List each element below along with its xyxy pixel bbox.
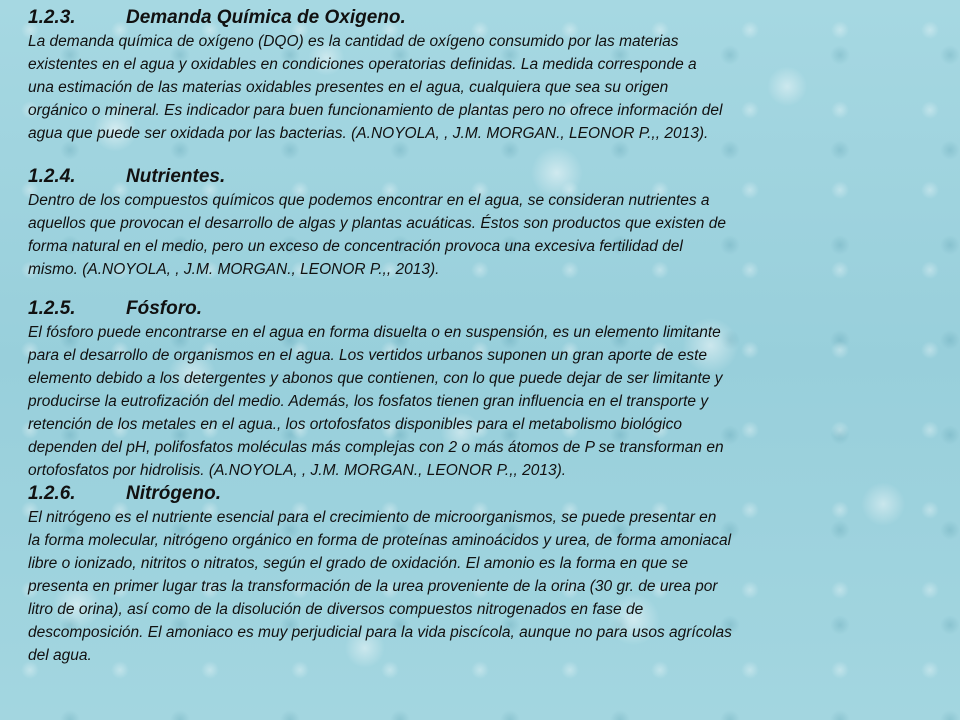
document-page [28,6,938,667]
section-number: 1.2.4. [28,166,76,187]
section-dqo [28,6,938,145]
section-title: Fósforo. [126,298,202,319]
section-heading [28,165,938,189]
paragraph-line: aquellos que provocan el desarrollo de algas y plantas acuáticas. Éstos son productos que existen de [28,215,726,232]
paragraph-line: agua que puede ser oxidada por las bacterias. (A.NOYOLA, , J.M. MORGAN., LEONOR P.,, 2013). [28,125,709,142]
paragraph-line: orgánico o mineral. Es indicador para buen funcionamiento de plantas pero no ofrece información del [28,102,723,119]
section-fosforo [28,297,938,482]
paragraph-line: El fósforo puede encontrarse en el agua en forma disuelta o en suspensión, es un elemento limitante [28,324,721,341]
paragraph-line: existentes en el agua y oxidables en condiciones operatorias definidas. La medida corresponde a [28,56,697,73]
paragraph-line: dependen del pH, polifosfatos moléculas más complejas con 2 o más átomos de P se transforman en [28,439,724,456]
paragraph-line: elemento debido a los detergentes y abonos que contienen, con lo que puede dejar de ser limitante y [28,370,723,387]
section-title: Nutrientes. [126,166,226,187]
paragraph-line: para el desarrollo de organismos en el agua. Los vertidos urbanos suponen un gran aporte de este [28,347,708,364]
paragraph-line: El nitrógeno es el nutriente esencial para el crecimiento de microorganismos, se puede presentar en [28,509,717,526]
paragraph-line: Dentro de los compuestos químicos que podemos encontrar en el agua, se consideran nutrientes a [28,192,710,209]
paragraph-line: del agua. [28,647,92,664]
paragraph-line: presenta en primer lugar tras la transformación de la urea proveniente de la orina (30 gr. de urea por [28,578,718,595]
section-number: 1.2.5. [28,298,76,319]
paragraph-line: producirse la eutrofización del medio. Además, los fosfatos tienen gran influencia en el transporte y [28,393,709,410]
section-heading [28,297,938,321]
section-spacer [28,145,938,165]
paragraph-line: litro de orina), así como de la disolución de diversos compuestos nitrogenados en fase de [28,601,644,618]
section-heading [28,6,938,30]
section-title: Nitrógeno. [126,483,221,504]
paragraph-line: la forma molecular, nitrógeno orgánico en forma de proteínas aminoácidos y urea, de forma amoniacal [28,532,732,549]
section-paragraph [28,506,938,667]
paragraph-line: La demanda química de oxígeno (DQO) es la cantidad de oxígeno consumido por las materias [28,33,679,50]
paragraph-line: retención de los metales en el agua., los ortofosfatos disponibles para el metabolismo biológico [28,416,682,433]
section-paragraph [28,189,938,281]
section-number: 1.2.3. [28,7,76,28]
section-heading [28,482,938,506]
section-nutrientes [28,165,938,281]
paragraph-line: descomposición. El amoniaco es muy perjudicial para la vida piscícola, aunque no para usos agrícolas [28,624,732,641]
section-title: Demanda Química de Oxigeno. [126,7,406,28]
section-paragraph [28,321,938,482]
section-paragraph [28,30,938,145]
paragraph-line: mismo. (A.NOYOLA, , J.M. MORGAN., LEONOR P.,, 2013). [28,261,440,278]
paragraph-line: libre o ionizado, nitritos o nitratos, según el grado de oxidación. El amonio es la forma en que se [28,555,688,572]
section-spacer [28,281,938,297]
paragraph-line: ortofosfatos por hidrolisis. (A.NOYOLA, , J.M. MORGAN., LEONOR P.,, 2013). [28,462,567,479]
section-number: 1.2.6. [28,483,76,504]
paragraph-line: forma natural en el medio, pero un exceso de concentración provoca una excesiva fertilidad del [28,238,683,255]
paragraph-line: una estimación de las materias oxidables presentes en el agua, cualquiera que sea su origen [28,79,669,96]
section-nitrogeno [28,482,938,667]
